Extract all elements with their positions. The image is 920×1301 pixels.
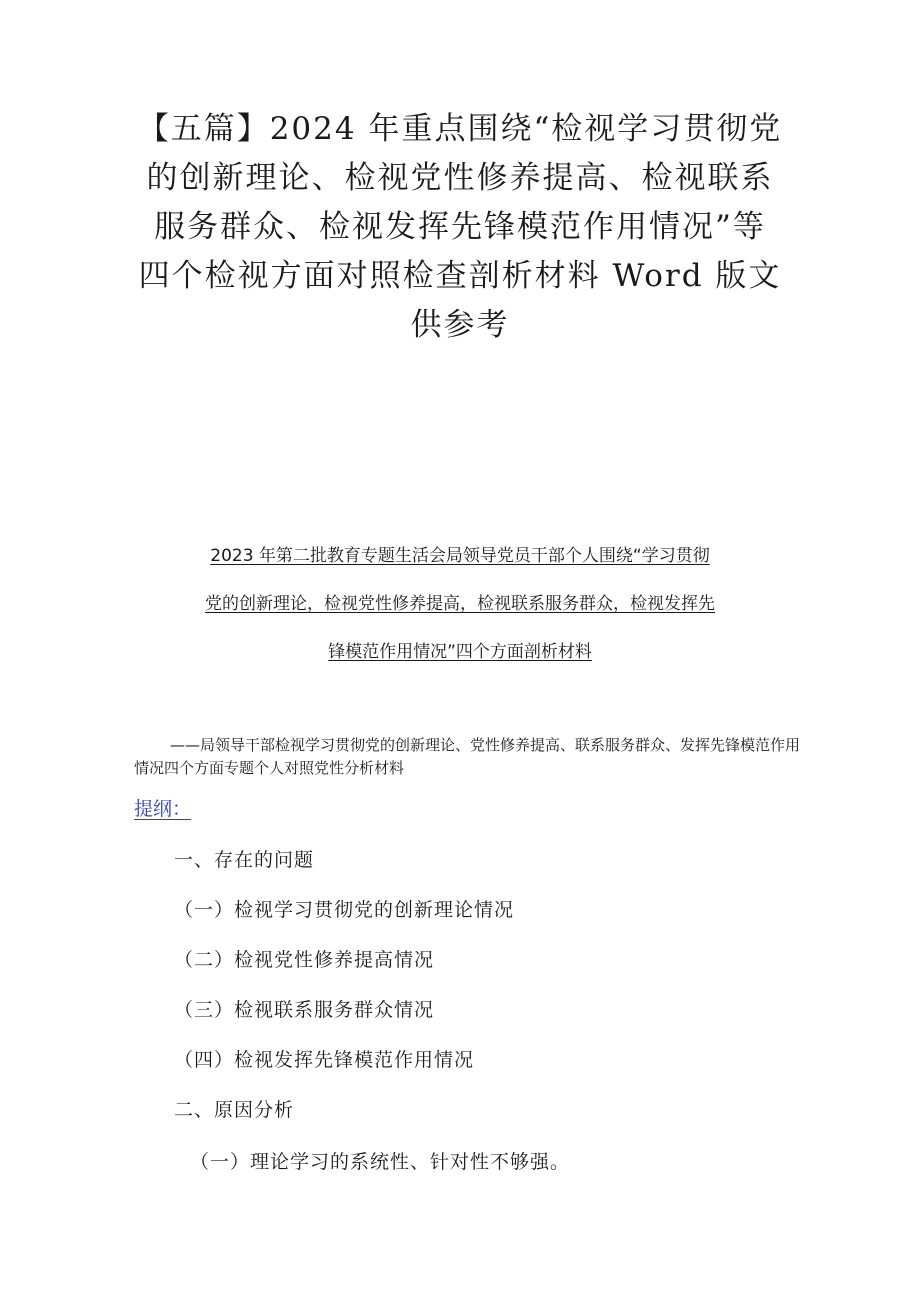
outline-item: （四）检视发挥先锋模范作用情况	[174, 1049, 475, 1071]
subtitle-line: 2023 年第二批教育专题生活会局领导党员干部个人围绕“学习贯彻	[210, 546, 710, 566]
outline-item: （一）理论学习的系统性、针对性不够强。	[190, 1151, 571, 1173]
subtitle-line: 党的创新理论，检视党性修养提高，检视联系服务群众，检视发挥先	[205, 594, 715, 614]
title-line: 【五篇】2024 年重点围绕“检视学习贯彻党	[137, 111, 783, 147]
title-line: 供参考	[410, 307, 510, 343]
subtitle-line: 锋模范作用情况”四个方面剖析材料	[328, 642, 592, 662]
outline-item: （二）检视党性修养提高情况	[174, 949, 435, 971]
outline-item: 二、原因分析	[174, 1099, 295, 1121]
outline-item: （三）检视联系服务群众情况	[174, 999, 435, 1021]
title-line: 的创新理论、检视党性修养提高、检视联系	[146, 160, 774, 196]
outline-item: 一、存在的问题	[174, 849, 315, 871]
document-title	[120, 105, 800, 350]
title-line: 四个检视方面对照检查剖析材料 Word 版文	[138, 258, 782, 294]
outline-item: （一）检视学习贯彻党的创新理论情况	[174, 899, 515, 921]
document-subtitle	[140, 544, 780, 688]
title-line: 服务群众、检视发挥先锋模范作用情况”等	[154, 209, 766, 245]
outline-label-link[interactable]: 提纲：	[134, 798, 192, 820]
intro-paragraph: ——局领导干部检视学习贯彻党的创新理论、党性修养提高、联系服务群众、发挥先锋模范作用情况四个方面专题个人对照党性分析材料	[134, 736, 801, 777]
